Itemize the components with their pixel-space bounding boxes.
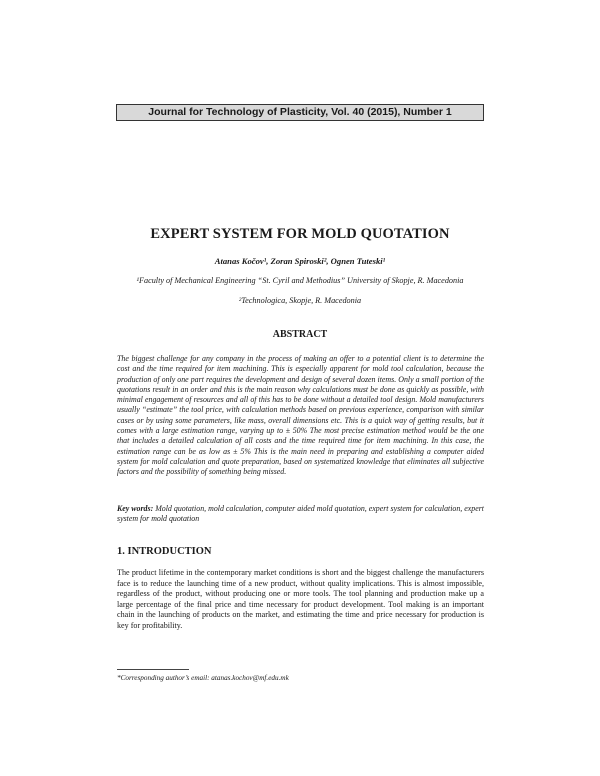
- abstract-heading: ABSTRACT: [272, 329, 328, 340]
- footnote-divider: [117, 669, 189, 670]
- paper-title: EXPERT SYSTEM FOR MOLD QUOTATION: [150, 226, 450, 242]
- keywords-label: Key words:: [117, 504, 154, 513]
- introduction-body: The product lifetime in the contemporary market conditions is short and the biggest challenge the manufacturers face is to reduce the launching time of a new product, without quality implications. This is almost impossible, regardless of the product, without producing one or more tools. The tool planning and production make up a large percentage of the final price and time necessary for product development. Tool making is an important chain in the launching of products on the market, and estimating the time and price necessary for production is key for profitability.: [117, 568, 484, 630]
- journal-header: Journal for Technology of Plasticity, Vol. 40 (2015), Number 1: [116, 104, 484, 121]
- keywords: [117, 504, 484, 525]
- section-heading-introduction: 1. INTRODUCTION: [117, 546, 212, 557]
- keywords-text: Mold quotation, mold calculation, computer aided mold quotation, expert system for calculation, expert system for mold quotation: [117, 504, 484, 524]
- author-list: Atanas Kočov¹, Zoran Spiroski², Ognen Tuteski¹: [214, 256, 386, 266]
- footnote-email: *Corresponding author’s email: atanas.kochov@mf.edu.mk: [117, 674, 289, 682]
- affiliation-1: ¹Faculty of Mechanical Engineering “St. Cyril and Methodius” University of Skopje, R. Macedonia: [136, 276, 464, 285]
- abstract-body: The biggest challenge for any company in the process of making an offer to a potential client is to determine the cost and the time required for item machining. This is especially apparent for mold tool calculation, because the production of only one part requires the development and design of several dozen items. Only a small portion of the quotations result in an order and this is the main reason why calculations must be done as quickly as possible, with minimal engagement of resources and all of this has to be done without a detailed tool design. Mold manufacturers usually “estimate” the tool price, with calculation methods based on previous experience, comparison with similar cases or by using some parameters, like mass, overall dimensions etc. This is a quick way of getting results, but it comes with a large estimation range, varying up to ± 50% The most precise estimation method would be the one that includes a detailed calculation of all costs and the time required time for item machining. In this case, the estimation range can be as low as ± 5% This is the main need in preparing and establishing a computer aided system for mold calculation and quote preparation, based on systematized knowledge that eliminates all subjective factors and the possibility of something being missed.: [117, 354, 484, 477]
- affiliation-2: ²Technologica, Skopje, R. Macedonia: [238, 296, 362, 305]
